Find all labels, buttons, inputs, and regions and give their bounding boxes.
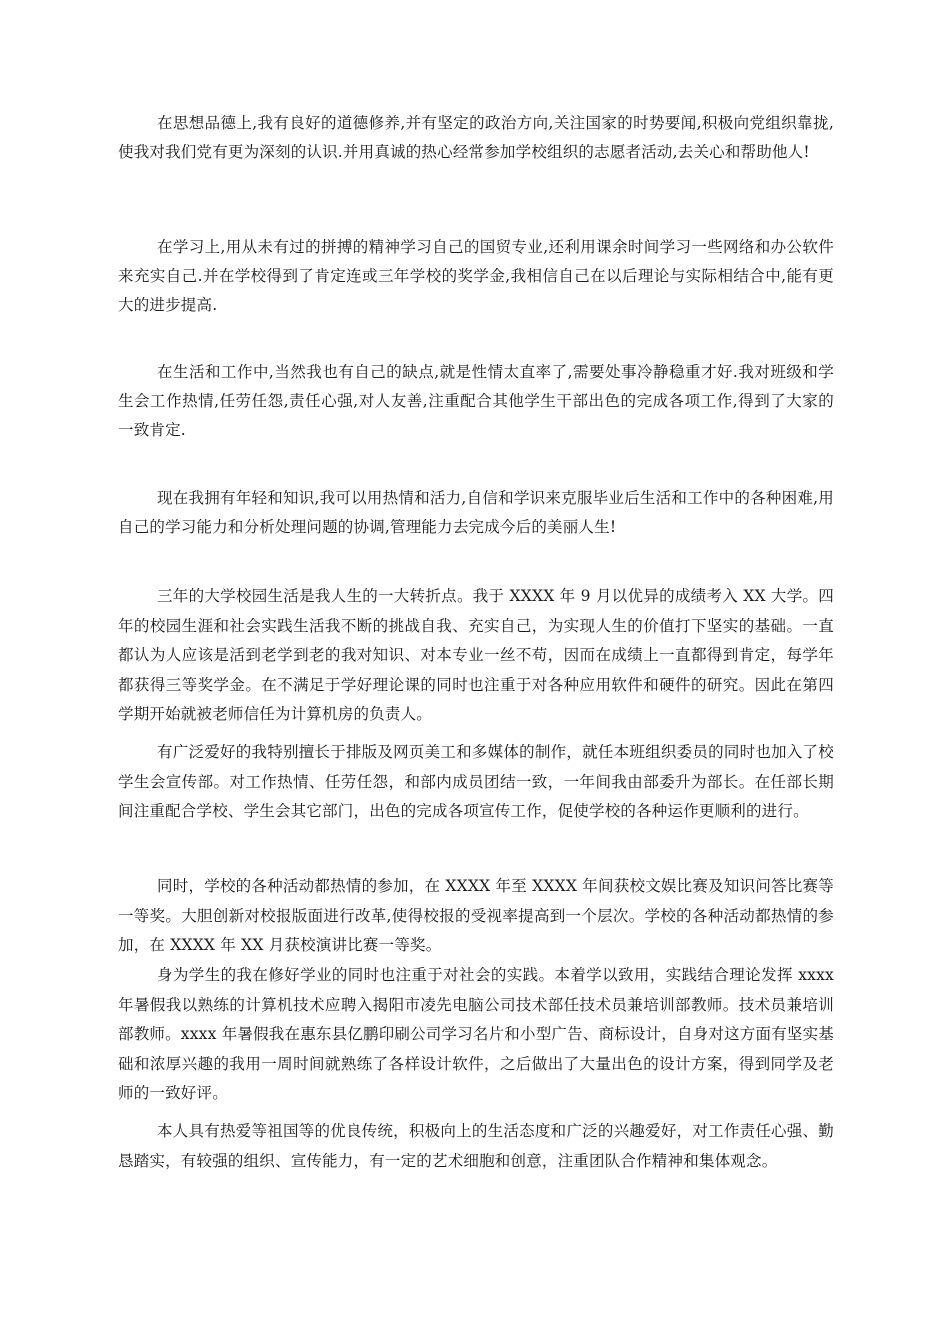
paragraph-life-and-work: 在生活和工作中,当然我也有自己的缺点,就是性情太直率了,需要处事冷静稳重才好.我对班级和学生会工作热情,任劳任怨,责任心强,对人友善,注重配合其他学生干部出色的完成各项工作,得到了大家的一致肯定. (118, 363, 834, 439)
paragraph-future: 现在我拥有年轻和知识,我可以用热情和活力,自信和学识来克服毕业后生活和工作中的各种困难,用自己的学习能力和分析处理问题的协调,管理能力去完成今后的美丽人生! (118, 489, 834, 536)
paragraph-activities: 同时，学校的各种活动都热情的参加，在 XXXX 年至 XXXX 年间获校文娱比赛及知识问答比赛等一等奖。大胆创新对校报版面进行改革,使得校报的受视率提高到一个层次。学校的各种活动都热情的参加，在 XXXX 年 XX 月获校演讲比赛一等奖。 (118, 877, 834, 954)
paragraph-university-life: 三年的大学校园生活是我人生的一大转折点。我于 XXXX 年 9 月以优异的成绩考入 XX 大学。四年的校园生涯和社会实践生活我不断的挑战自我、充实自己，为实现人生的价值打下坚实的基础。一直都认为人应该是活到老学到老的我对知识、对本专业一丝不苟，因而在成绩上一直都得到肯定，每学年都获得三等奖学金。在不满足于学好理论课的同时也注重于对各种应用软件和硬件的研究。因此在第四学期开始就被老师信任为计算机房的负责人。 (118, 587, 834, 723)
paragraph-practice: 身为学生的我在修好学业的同时也注重于对社会的实践。本着学以致用，实践结合理论发挥 xxxx 年暑假我以熟练的计算机技术应聘入揭阳市凌先电脑公司技术部任技术员兼培训部教师。技术员兼培训部教师。xxxx 年暑假我在惠东县亿鹏印刷公司学习名片和小型广告、商标设计，自身对这方面有坚实基础和浓厚兴趣的我用一周时间就熟练了各样设计软件，之后做出了大量出色的设计方案，得到同学及老师的一致好评。 (118, 966, 834, 1102)
paragraph-hobbies-publicity: 有广泛爱好的我特别擅长于排版及网页美工和多媒体的制作，就任本班组织委员的同时也加入了校学生会宣传部。对工作热情、任劳任怨，和部内成员团结一致，一年间我由部委升为部长。在任部长期间注重配合学校、学生会其它部门，出色的完成各项宣传工作，促使学校的各种运作更顺利的进行。 (118, 743, 834, 820)
paragraph-self-assessment: 本人具有热爱等祖国等的优良传统，积极向上的生活态度和广泛的兴趣爱好，对工作责任心强、勤恳踏实，有较强的组织、宣传能力，有一定的艺术细胞和创意，注重团队合作精神和集体观念。 (118, 1122, 834, 1170)
paragraph-moral-character: 在思想品德上,我有良好的道德修养,并有坚定的政治方向,关注国家的时势要闻,积极向党组织靠拢,使我对我们党有更为深刻的认识.并用真诚的热心经常参加学校组织的志愿者活动,去关心和帮助他人! (118, 114, 834, 161)
paragraph-study: 在学习上,用从未有过的拼搏的精神学习自己的国贸专业,还利用课余时间学习一些网络和办公软件来充实自己.并在学校得到了肯定连或三年学校的奖学金,我相信自己在以后理论与实际相结合中,能有更大的进步提高. (118, 238, 834, 314)
